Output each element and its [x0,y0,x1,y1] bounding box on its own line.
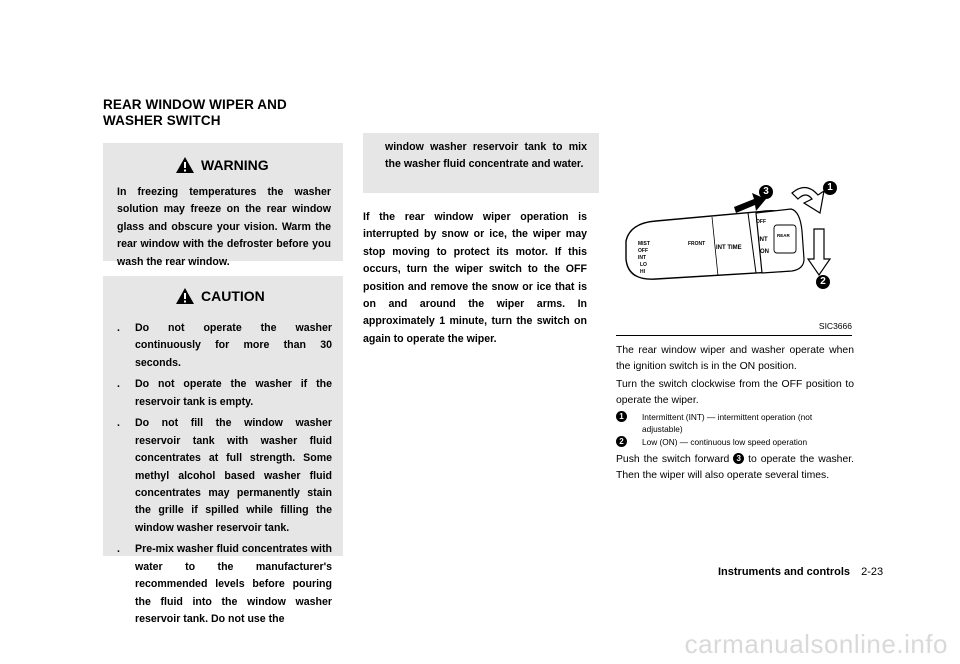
callout-2-icon: 2 [816,275,830,289]
body-paragraph-1: The rear window wiper and washer operate when the ignition switch is in the ON position. [616,345,854,372]
body-paragraph-3 [616,452,854,484]
caution-continued-text: window washer reservoir tank to mix the washer fluid concentrate and water. [385,141,587,171]
wiper-switch-figure [616,141,852,336]
bullet: . [117,378,120,391]
note-2-number-icon: 2 [616,436,627,447]
caution-item: . Do not operate the washer continuously for more than 30 seconds. [117,322,332,369]
section-title-line2: WASHER SWITCH [103,113,221,128]
section-title [103,97,363,129]
figure-code: SIC3666 [818,321,852,331]
label-on-rear: ON [760,249,769,255]
body-paragraph-3-end: to operate the washer. Then the wiper will also operate several times. [616,454,855,481]
label-front: FRONT [688,241,706,247]
rear-wiper-snow-paragraph: If the rear window wiper operation is interrupted by snow or ice, the wiper may stop moving to protect its motor. If this occurs, turn the wiper switch to the OFF position and remove the snow or ice that is on and around the wiper arms. In approximately 1 minute, turn the switch on again to operate the wiper. [363,211,587,345]
caution-item: . Do not fill the window washer reservoir tank with washer fluid concentrates at full strength. Some methyl alcohol based washer fluid concentrates may permanently stain the grille if spilled while filling the window washer reservoir tank. [117,417,332,534]
watermark: carmanualsonline.info [684,629,948,659]
label-int: INT [638,255,647,261]
label-int-rear: INT [758,237,768,243]
caution-continued-box [363,133,599,193]
page-number: 2-23 [861,566,884,578]
callout-3-icon: 3 [759,185,773,199]
label-mist: MIST [638,241,650,247]
note-1-text: Intermittent (INT) — intermittent operation (not adjustable) [642,412,813,434]
label-lo: LO [640,262,647,268]
bullet: . [117,322,120,334]
label-off-rear: OFF [756,219,766,225]
note-2 [616,436,854,448]
bullet: . [117,417,120,430]
body-paragraph-2: Turn the switch clockwise from the OFF position to operate the wiper. [616,379,854,406]
caution-heading-label: CAUTION [201,288,265,304]
callout-3-inline-icon: 3 [733,453,744,464]
callout-1-icon: 1 [823,181,837,195]
caution-triangle-icon [175,287,195,305]
note-2-text: Low (ON) — continuous low speed operation [642,437,808,447]
warning-heading [175,156,269,174]
label-rear: REAR [777,233,790,238]
section-title-line1: REAR WINDOW WIPER AND [103,97,287,112]
warning-triangle-icon [175,156,195,174]
caution-list [117,320,332,633]
caution-item: . Pre-mix washer fluid concentrates with water to the manufacturer's recommended levels before pouring the fluid into the window washer reservoir tank. Do not use the [117,543,332,626]
body-paragraph-3-start: Push the switch forward [616,454,730,465]
caution-heading [175,287,265,305]
warning-heading-label: WARNING [201,157,269,173]
warning-text: In freezing temperatures the washer solution may freeze on the rear window glass and obscure your vision. Warm the rear window with the defroster before you wash the rear window. [117,186,331,268]
footer-section-label: Instruments and controls [718,566,851,578]
note-1 [616,411,854,435]
note-1-number-icon: 1 [616,411,627,422]
caution-item: . Do not operate the washer if the reservoir tank is empty. [117,378,332,408]
label-off: OFF [638,248,648,254]
label-int-time: INT TIME [716,245,742,251]
wiper-switch-illustration [616,141,852,321]
bullet: . [117,543,120,556]
warning-box [103,143,343,268]
label-hi: HI [640,269,645,275]
page-footer [718,566,883,578]
